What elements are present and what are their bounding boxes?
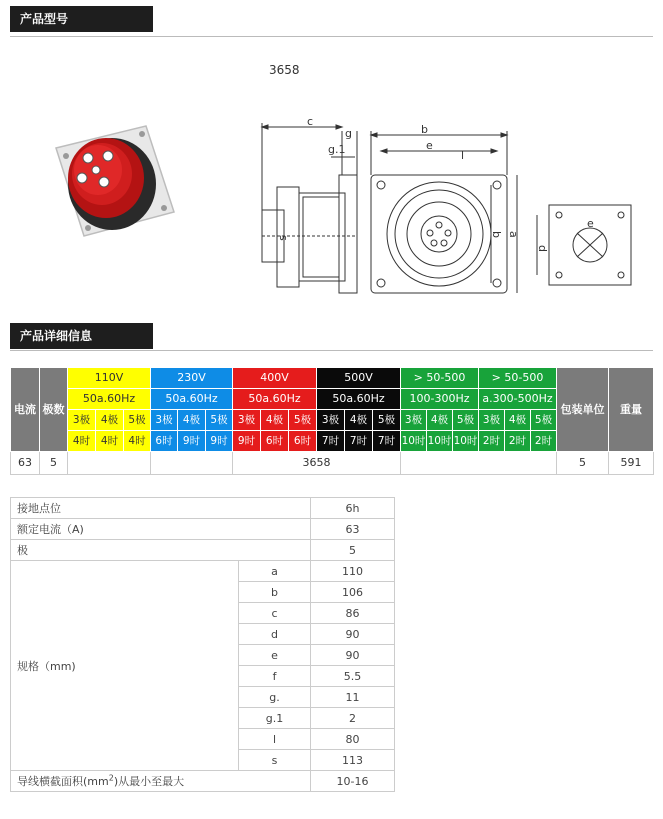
table-row [11,561,395,582]
pole-cell: 4极 [427,410,453,431]
spec-value: 80 [311,729,395,750]
time-cell: 7时 [373,431,401,452]
spec-value: 90 [311,624,395,645]
label-l: l [461,149,465,162]
cell-weight: 591 [609,452,654,475]
pole-cell: 3极 [317,410,345,431]
label-b: b [421,123,428,136]
table-row [11,771,395,792]
header-weight: 重量 [609,368,654,452]
time-cell: 10时 [427,431,453,452]
section-divider [10,350,653,351]
spec-value: 90 [311,645,395,666]
voltage-spec-table [10,367,654,475]
time-cell: 9时 [233,431,261,452]
svg-text:e: e [587,217,594,230]
label-e: e [426,139,433,152]
table-row [11,452,654,475]
time-cell: 9时 [178,431,206,452]
section-header-details: 产品详细信息 [10,323,153,349]
spec-value: 2 [311,708,395,729]
spec-key: c [239,603,311,624]
product-image [50,120,178,242]
model-number: 3658 [269,63,300,77]
freq-500v: 50a.60Hz [317,389,401,410]
time-cell: 9时 [206,431,233,452]
freq-gt500-a: 100-300Hz [401,389,479,410]
pole-cell: 4极 [505,410,531,431]
value-rated-current: 63 [311,519,395,540]
time-cell: 4时 [124,431,151,452]
spec-key: b [239,582,311,603]
spec-value: 106 [311,582,395,603]
cell-model: 3658 [233,452,401,475]
time-cell: 4时 [96,431,124,452]
dimension-drawing [255,115,655,295]
spec-key: l [239,729,311,750]
svg-text:b: b [490,231,503,238]
label-g1: g.1 [328,143,346,156]
spec-value: 110 [311,561,395,582]
spec-key: g. [239,687,311,708]
cell-poles: 5 [40,452,68,475]
spec-value: 11 [311,687,395,708]
header-gt500-a: > 50-500 [401,368,479,389]
label-c: c [307,115,314,128]
table-cell [68,452,151,475]
pole-cell: 3极 [401,410,427,431]
header-230v: 230V [151,368,233,389]
spec-key: e [239,645,311,666]
cell-current: 63 [11,452,40,475]
table-cell [401,452,557,475]
label-d: d [536,245,549,252]
pole-cell: 4极 [178,410,206,431]
pole-cell: 5极 [289,410,317,431]
value-ground: 6h [311,498,395,519]
pole-cell: 5极 [373,410,401,431]
time-cell: 2时 [505,431,531,452]
detail-spec-table [10,497,395,792]
section-header-model: 产品型号 [10,6,153,32]
spec-value: 5.5 [311,666,395,687]
section-divider [10,36,653,37]
cell-pack: 5 [557,452,609,475]
header-poles: 极数 [40,368,68,452]
label-poles: 极 [11,540,311,561]
value-poles: 5 [311,540,395,561]
header-110v: 110V [68,368,151,389]
table-row [11,519,395,540]
freq-gt500-b: a.300-500Hz [479,389,557,410]
time-cell: 6时 [289,431,317,452]
pole-cell: 3极 [233,410,261,431]
freq-230v: 50a.60Hz [151,389,233,410]
label-rated-current: 额定电流（A) [11,519,311,540]
spec-value: 86 [311,603,395,624]
value-wire-cross-section: 10-16 [311,771,395,792]
table-row [11,540,395,561]
label-s: s [277,235,290,241]
spec-value: 113 [311,750,395,771]
header-gt500-b: > 50-500 [479,368,557,389]
label-spec-mm: 规格（mm) [11,561,239,771]
time-cell: 4时 [68,431,96,452]
pole-cell: 5极 [124,410,151,431]
spec-key: a [239,561,311,582]
header-current: 电流 [11,368,40,452]
time-cell: 10时 [401,431,427,452]
header-400v: 400V [233,368,317,389]
pole-cell: 5极 [453,410,479,431]
pole-cell: 4极 [261,410,289,431]
table-cell [151,452,233,475]
pole-cell: 3极 [68,410,96,431]
label-ground: 接地点位 [11,498,311,519]
time-cell: 7时 [345,431,373,452]
time-cell: 6时 [261,431,289,452]
header-500v: 500V [317,368,401,389]
pole-cell: 3极 [479,410,505,431]
spec-key: s [239,750,311,771]
freq-110v: 50a.60Hz [68,389,151,410]
pole-cell: 4极 [345,410,373,431]
label-g: g [345,127,352,140]
pole-cell: 5极 [531,410,557,431]
pole-cell: 5极 [206,410,233,431]
time-cell: 10时 [453,431,479,452]
spec-key: g.1 [239,708,311,729]
time-cell: 2时 [479,431,505,452]
freq-400v: 50a.60Hz [233,389,317,410]
spec-key: f [239,666,311,687]
label-a: a [507,231,520,238]
header-pack-unit: 包装单位 [557,368,609,452]
label-wire-cross-section: 导线横截面积$(mm^2)$从最小至最大 [11,771,311,792]
spec-key: d [239,624,311,645]
pole-cell: 4极 [96,410,124,431]
time-cell: 7时 [317,431,345,452]
time-cell: 2时 [531,431,557,452]
time-cell: 6时 [151,431,178,452]
pole-cell: 3极 [151,410,178,431]
table-row [11,498,395,519]
